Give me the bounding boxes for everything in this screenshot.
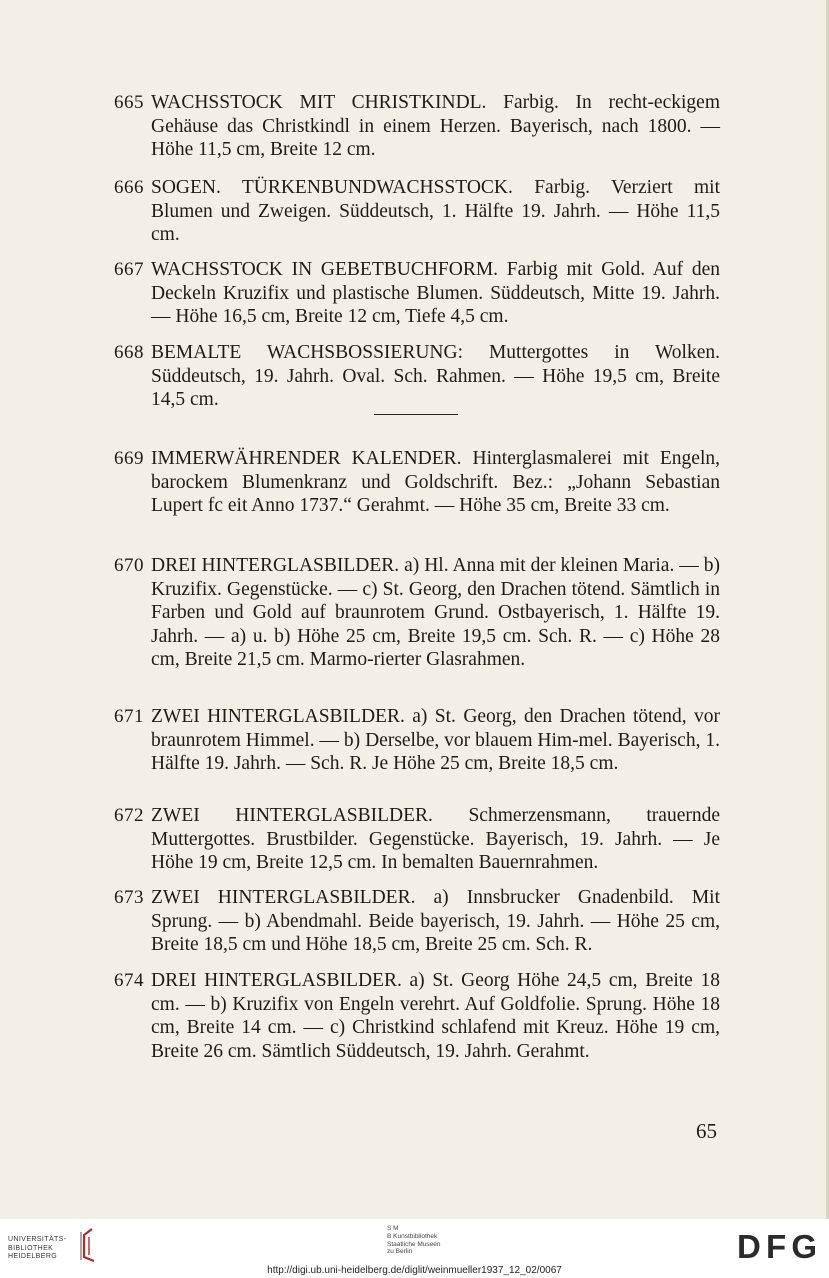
catalog-entry-674 (114, 969, 720, 1063)
footer-bar (0, 1219, 829, 1278)
catalog-entry-673 (114, 886, 720, 957)
catalog-entry-668 (114, 341, 720, 412)
entry-text: DREI HINTERGLASBILDER. a) Hl. Anna mit der kleinen Maria. — b) Kruzifix. Gegenstücke. — c) St. Georg, den Drachen tötend. Sämtlich in Farben und Gold auf braunrotem Grund. Ostbayerisch, 1. Hälfte 19. Jahrh. — a) u. b) Höhe 25 cm, Breite 19,5 cm. Sch. R. — c) Höhe 28 cm, Breite 21,5 cm. Marmo-rierter Glasrahmen. (151, 555, 720, 670)
page-number: 65 (696, 1119, 717, 1143)
catalog-entry-670 (114, 554, 720, 672)
entry-number: 671 (114, 706, 144, 727)
catalog-entry-671 (114, 705, 720, 776)
catalog-entry-667 (114, 258, 720, 329)
catalog-entry-666 (114, 176, 720, 247)
catalog-entry-672 (114, 804, 720, 875)
entry-number: 668 (114, 342, 144, 363)
dfg-logo-text: DFG (737, 1230, 817, 1262)
entry-number: 672 (114, 805, 144, 826)
entry-number: 669 (114, 448, 144, 469)
dfg-logo[interactable] (737, 1230, 819, 1262)
entry-text: SOGEN. TÜRKENBUNDWACHSSTOCK. Farbig. Verziert mit Blumen und Zweigen. Süddeutsch, 1. Hälfte 19. Jahrh. — Höhe 11,5 cm. (151, 177, 720, 245)
entry-text: WACHSSTOCK MIT CHRISTKINDL. Farbig. In recht-eckigem Gehäuse das Christkindl in einem Herzen. Bayerisch, nach 1800. — Höhe 11,5 cm, Breite 12 cm. (151, 92, 720, 160)
entry-number: 665 (114, 92, 144, 113)
entry-number: 670 (114, 555, 144, 576)
entry-number: 667 (114, 259, 144, 280)
entry-text: IMMERWÄHRENDER KALENDER. Hinterglasmalerei mit Engeln, barockem Blumenkranz und Goldschrift. Bez.: „Johann Sebastian Lupert fc eit Anno 1737.“ Gerahmt. — Höhe 35 cm, Breite 33 cm. (151, 448, 720, 516)
entry-text: BEMALTE WACHSBOSSIERUNG: Muttergottes in Wolken. Süddeutsch, 19. Jahrh. Oval. Sch. Rahmen. — Höhe 19,5 cm, Breite 14,5 cm. (151, 342, 720, 410)
section-divider (374, 414, 458, 415)
catalog-entry-669 (114, 447, 720, 518)
kunstbibliothek-label: S M B Kunstbibliothek Staatliche Museen zu Berlin (387, 1225, 441, 1256)
entry-text: ZWEI HINTERGLASBILDER. a) St. Georg, den Drachen tötend, vor braunrotem Himmel. — b) Derselbe, vor blauem Him-mel. Bayerisch, 1. Hälfte 19. Jahrh. — Sch. R. Je Höhe 25 cm, Breite 18,5 cm. (151, 706, 720, 774)
entry-number: 673 (114, 887, 144, 908)
entry-text: ZWEI HINTERGLASBILDER. a) Innsbrucker Gnadenbild. Mit Sprung. — b) Abendmahl. Beide bayerisch, 19. Jahrh. — Höhe 25 cm, Breite 18,5 cm und Höhe 18,5 cm, Breite 25 cm. Sch. R. (151, 887, 720, 955)
entry-number: 674 (114, 970, 144, 991)
university-library-label[interactable]: UNIVERSITÄTS- BIBLIOTHEK HEIDELBERG (8, 1236, 67, 1260)
entry-number: 666 (114, 177, 144, 198)
entry-text: WACHSSTOCK IN GEBETBUCHFORM. Farbig mit Gold. Auf den Deckeln Kruzifix und plastische Blumen. Süddeutsch, Mitte 19. Jahrh. — Höhe 16,5 cm, Breite 12 cm, Tiefe 4,5 cm. (151, 259, 720, 327)
university-logo-icon (78, 1227, 100, 1263)
entry-text: DREI HINTERGLASBILDER. a) St. Georg Höhe 24,5 cm, Breite 18 cm. — b) Kruzifix von Engeln verehrt. Auf Goldfolie. Sprung. Höhe 18 cm, Breite 14 cm. — c) Christkind schlafend mit Kreuz. Höhe 19 cm, Breite 26 cm. Sämtlich Süddeutsch, 19. Jahrh. Gerahmt. (151, 970, 720, 1062)
entry-text: ZWEI HINTERGLASBILDER. Schmerzensmann, trauernde Muttergottes. Brustbilder. Gegenstücke. Bayerisch, 19. Jahrh. — Je Höhe 19 cm, Breite 12,5 cm. In bemalten Bauernrahmen. (151, 805, 720, 873)
source-url-link[interactable]: http://digi.ub.uni-heidelberg.de/diglit/weinmueller1937_12_02/0067 (267, 1265, 562, 1276)
catalog-entry-665 (114, 91, 720, 162)
